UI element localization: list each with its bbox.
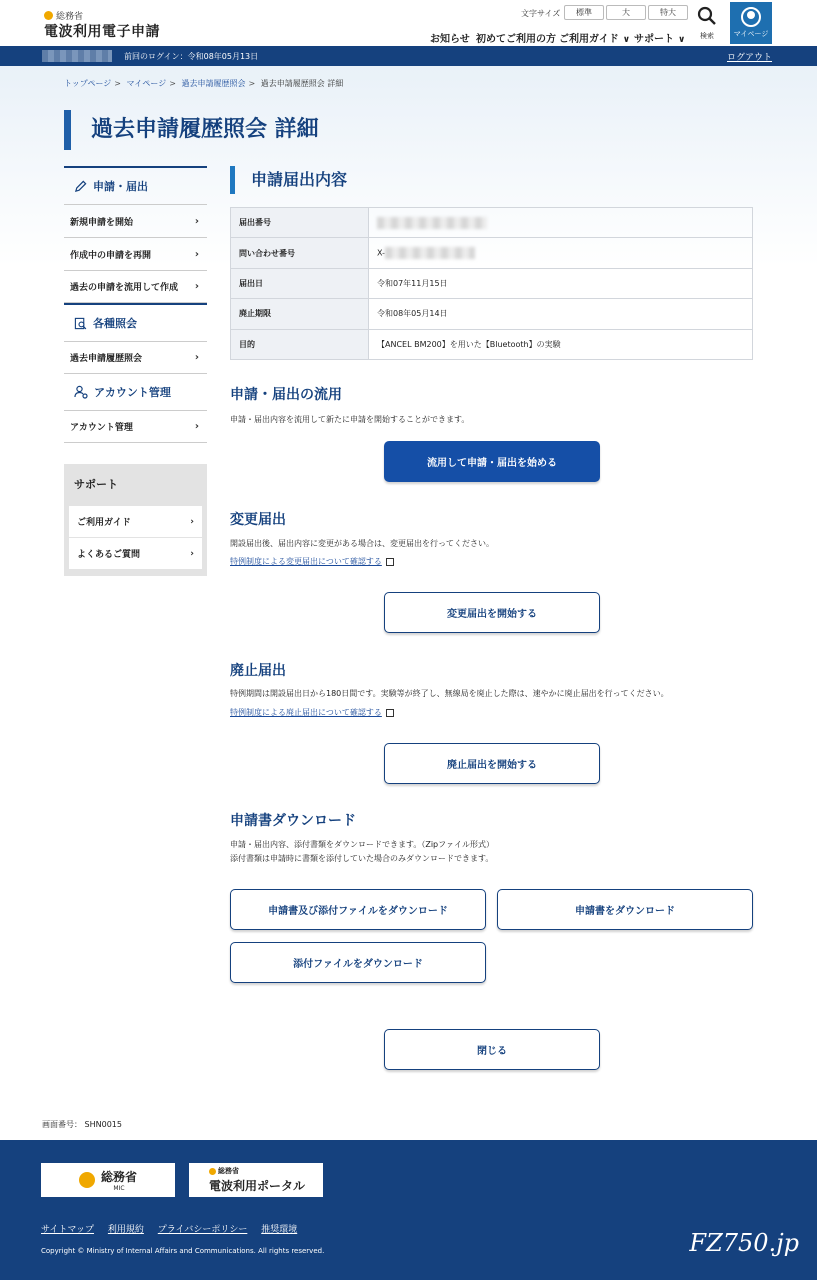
nav-first-time-label: 初めてご利用の方 [476, 34, 556, 45]
detail-table [230, 207, 753, 360]
breadcrumb-mypage[interactable]: マイページ [126, 79, 167, 88]
chevron-down-icon: ∨ [622, 35, 631, 45]
watermark: FZ750.jp [689, 1229, 799, 1257]
sidebar-heading-inquiry [64, 305, 207, 341]
row-value: 令和07年11月15日 [369, 268, 753, 298]
masked-value [377, 217, 487, 229]
sidebar-item-account[interactable] [64, 410, 207, 443]
breadcrumb-current: 過去申請履歴照会 詳細 [260, 79, 344, 88]
row-value-masked [369, 208, 753, 238]
abolish-start-button[interactable]: 廃止届出を開始する [384, 743, 600, 784]
breadcrumb [64, 78, 343, 89]
masked-value [385, 247, 475, 259]
chevron-right-icon: › [190, 516, 194, 527]
breadcrumb-top[interactable]: トップページ [64, 79, 112, 88]
change-info-link-label: 特例制度による変更届出について確認する [230, 557, 382, 566]
footer-links [41, 1222, 308, 1235]
abolish-description: 特例期間は開設届出日から180日間です。実験等が終了し、無線局を廃止した際は、速やかに廃止届出を行ってください。 [230, 689, 669, 698]
row-value: 令和08年05月14日 [369, 299, 753, 329]
download-description-2: 添付書類は申請時に書類を添付していた場合のみダウンロードできます。 [230, 854, 494, 863]
footer-logo2-small: 総務省 [218, 1167, 239, 1175]
sidebar-item-label: 新規申請を開始 [70, 217, 134, 228]
row-label: 届出日 [231, 268, 369, 298]
footer-logo1-sub: MIC [113, 1185, 125, 1192]
mypage-button[interactable] [730, 2, 772, 44]
site-header [0, 0, 817, 46]
reuse-description: 申請・届出内容を流用して新たに申請を開始することができます。 [230, 415, 470, 424]
external-link-icon [386, 709, 394, 717]
table-row [231, 238, 753, 268]
nav-first-time[interactable] [476, 30, 556, 45]
support-title: サポート [74, 478, 118, 491]
row-label: 廃止期限 [231, 299, 369, 329]
mypage-label: マイページ [733, 30, 769, 38]
nav-guide[interactable] [559, 30, 630, 45]
nav-news[interactable] [430, 30, 470, 45]
nav-support-label: サポート [634, 34, 674, 45]
sidebar-section-account [64, 374, 207, 443]
change-info-link[interactable] [230, 556, 394, 567]
username-masked [42, 50, 112, 62]
download-attachments-button[interactable]: 添付ファイルをダウンロード [230, 942, 486, 983]
row-label: 目的 [231, 329, 369, 359]
font-size-xlarge-button[interactable]: 特大 [648, 5, 688, 20]
row-value: X- [377, 248, 385, 258]
pencil-icon [74, 180, 87, 193]
sidebar-item-new-application[interactable] [64, 204, 207, 237]
chevron-right-icon: › [194, 352, 199, 363]
change-title: 変更届出 [230, 512, 286, 528]
breadcrumb-history[interactable]: 過去申請履歴照会 [181, 79, 246, 88]
user-settings-icon [74, 385, 88, 399]
sidebar-item-label: 過去の申請を流用して作成 [70, 283, 179, 293]
sidebar-heading-account [64, 374, 207, 410]
sidebar-section-apply [64, 166, 207, 303]
change-start-button[interactable]: 変更届出を開始する [384, 592, 600, 633]
reuse-start-button[interactable]: 流用して申請・届出を始める [384, 441, 600, 482]
download-application-button[interactable]: 申請書をダウンロード [497, 889, 753, 930]
abolish-info-link-label: 特例制度による廃止届出について確認する [230, 708, 382, 717]
table-row [231, 268, 753, 298]
page-title: 過去申請履歴照会 詳細 [64, 110, 319, 150]
search-label: 検索 [700, 32, 714, 40]
support-item-guide[interactable] [69, 506, 202, 538]
chevron-right-icon: > [248, 79, 256, 88]
sidebar-heading-apply [64, 168, 207, 204]
close-button[interactable]: 閉じる [384, 1029, 600, 1070]
sidebar-item-label: 過去申請履歴照会 [70, 354, 143, 364]
footer-ministry-logo[interactable] [41, 1163, 175, 1197]
support-item-label: よくあるご質問 [77, 550, 141, 560]
table-row [231, 208, 753, 238]
sidebar-item-reuse-past[interactable] [64, 270, 207, 303]
footer-portal-logo[interactable] [189, 1163, 323, 1197]
footer-logo2-small-wrap [209, 1166, 239, 1176]
download-title: 申請書ダウンロード [230, 813, 356, 829]
chevron-right-icon: › [194, 248, 199, 260]
font-size-label: 文字サイズ [521, 9, 561, 18]
change-description: 開設届出後、届出内容に変更がある場合は、変更届出を行ってください。 [230, 539, 494, 548]
chevron-right-icon: › [190, 548, 194, 559]
sidebar-item-label: 作成中の申請を再開 [70, 250, 152, 261]
table-row [231, 329, 753, 359]
chevron-right-icon: › [194, 215, 199, 227]
sidebar-item-resume-draft[interactable] [64, 237, 207, 270]
nav-news-label: お知らせ [430, 34, 470, 45]
sidebar-item-history[interactable] [64, 341, 207, 374]
chevron-right-icon: › [194, 421, 199, 432]
reuse-title: 申請・届出の流用 [230, 387, 342, 403]
row-value-masked [369, 238, 753, 268]
chevron-right-icon: > [114, 79, 121, 88]
ministry-mark-icon [209, 1168, 216, 1175]
footer-link-sitemap[interactable]: サイトマップ [41, 1225, 95, 1235]
logout-link[interactable]: ログアウト [726, 53, 772, 63]
user-bar [0, 46, 817, 66]
screen-id: 画面番号： SHN0015 [42, 1120, 122, 1129]
font-size-large-button[interactable]: 大 [606, 5, 646, 20]
sidebar [64, 166, 207, 443]
sidebar-heading-inquiry-label: 各種照会 [93, 317, 137, 330]
row-label: 問い合わせ番号 [231, 238, 369, 268]
row-value: 【ANCEL BM200】を用いた【Bluetooth】の実験 [369, 329, 753, 359]
nav-support[interactable] [634, 30, 685, 45]
row-label: 届出番号 [231, 208, 369, 238]
user-avatar-icon [741, 7, 761, 27]
search-button[interactable] [692, 6, 722, 42]
support-box [64, 464, 207, 576]
app-title[interactable]: 電波利用電子申請 [44, 24, 160, 40]
ministry-small-label: 総務省 [56, 12, 84, 22]
abolish-info-link[interactable] [230, 707, 394, 718]
search-icon [697, 6, 717, 26]
footer-link-privacy[interactable]: プライバシーポリシー [157, 1225, 248, 1235]
site-footer [0, 1140, 817, 1280]
chevron-right-icon: › [194, 281, 199, 292]
section-heading-detail: 申請届出内容 [230, 166, 347, 194]
copyright: Copyright © Ministry of Internal Affairs and Communications. All rights reserved. [41, 1247, 325, 1255]
external-link-icon [386, 558, 394, 566]
sidebar-heading-account-label: アカウント管理 [94, 386, 171, 399]
document-search-icon [74, 317, 87, 330]
chevron-down-icon: ∨ [678, 35, 686, 45]
chevron-right-icon: > [169, 79, 176, 88]
support-item-faq[interactable] [69, 538, 202, 570]
sidebar-item-label: アカウント管理 [70, 423, 133, 433]
footer-link-terms[interactable]: 利用規約 [107, 1225, 144, 1235]
ministry-mark-icon [44, 11, 53, 20]
support-item-label: ご利用ガイド [77, 518, 131, 528]
ministry-mark-icon [79, 1172, 95, 1188]
footer-link-environment[interactable]: 推奨環境 [261, 1225, 298, 1235]
download-description-1: 申請・届出内容、添付書類をダウンロードできます。（Zipファイル形式） [230, 840, 494, 849]
nav-guide-label: ご利用ガイド [559, 34, 619, 45]
sidebar-heading-apply-label: 申請・届出 [93, 180, 148, 193]
last-login: 前回のログイン：令和08年05月13日 [124, 52, 259, 61]
sidebar-section-inquiry [64, 303, 207, 374]
footer-logo1-label: 総務省 [100, 1170, 137, 1184]
abolish-title: 廃止届出 [230, 663, 286, 679]
font-size-standard-button[interactable]: 標準 [564, 5, 604, 20]
table-row [231, 299, 753, 329]
footer-logo2-label: 電波利用ポータル [209, 1179, 306, 1193]
download-all-button[interactable]: 申請書及び添付ファイルをダウンロード [230, 889, 486, 930]
